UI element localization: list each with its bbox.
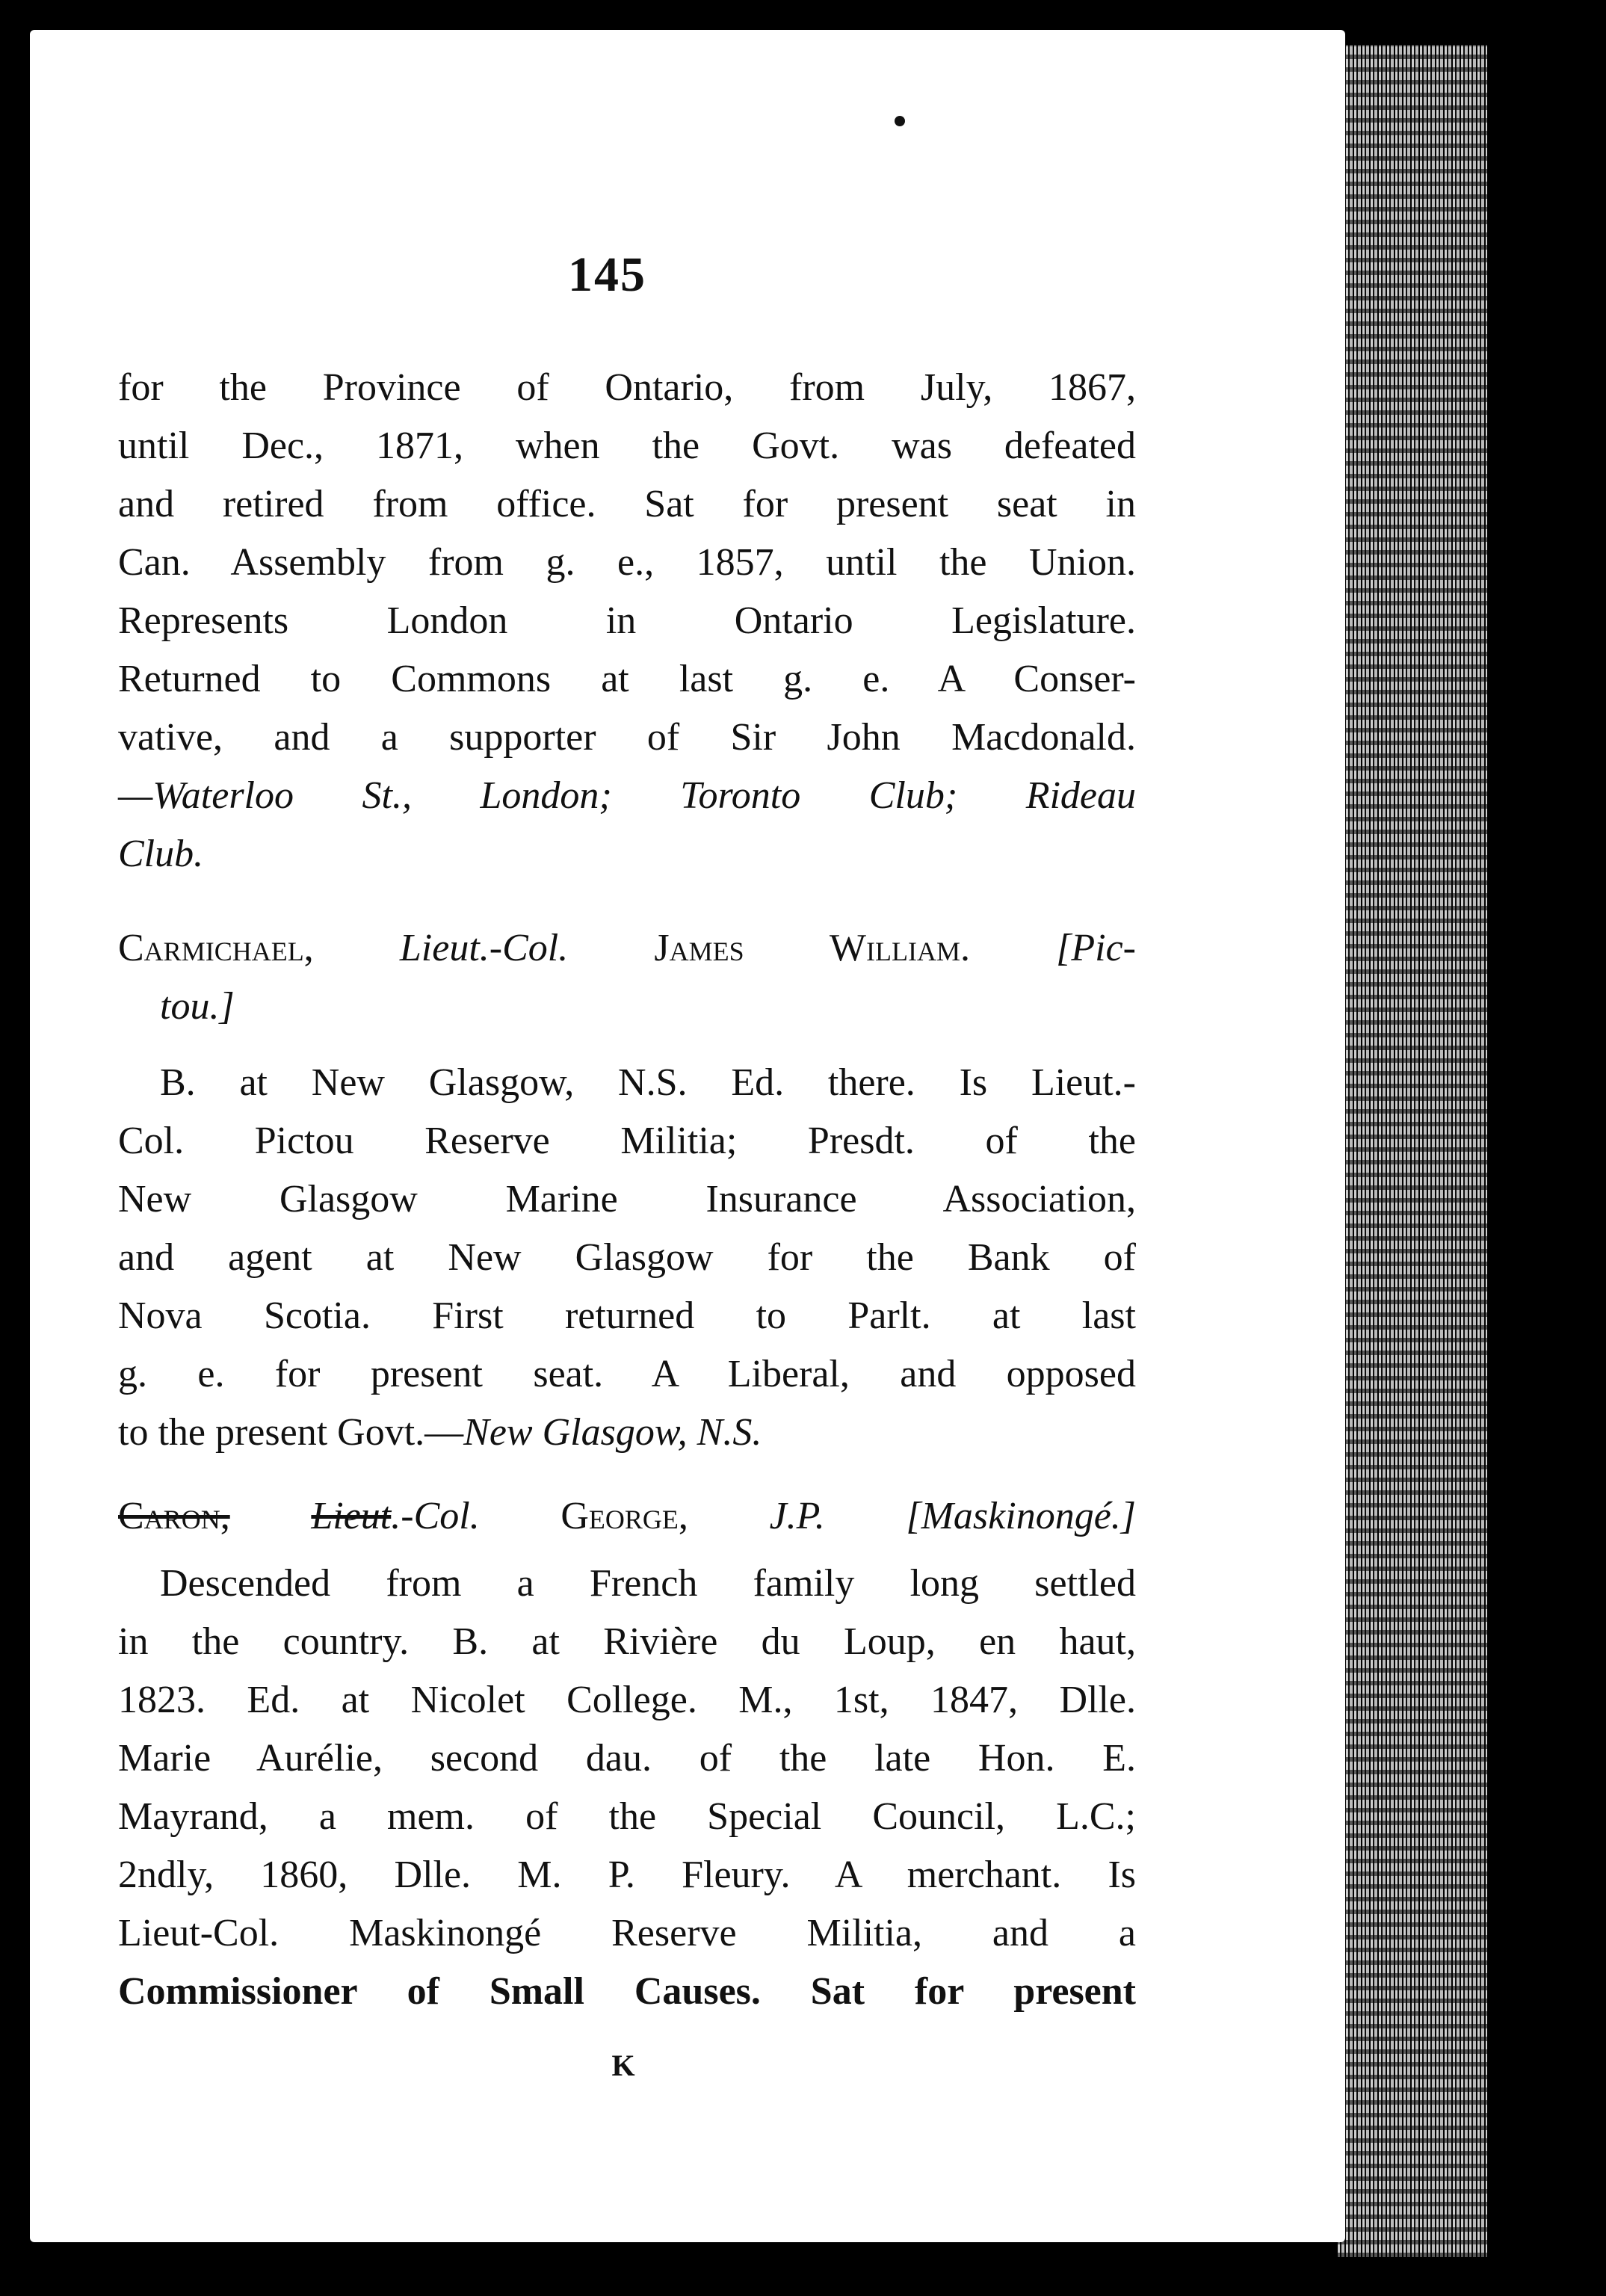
caron-biography [118,1555,1136,2021]
book-page [30,30,1345,2242]
heading-line [118,1487,1136,1546]
text-line: Lieut-Col. Maskinongé Reserve Militia, and a [118,1912,1136,1954]
address-dash: — [118,774,153,817]
address-sep: ; [599,774,681,817]
text-line: B. at New Glasgow, N.S. Ed. there. Is Lieut.- [160,1061,1136,1104]
address-sep: ; [944,774,1026,817]
given-names: George, [560,1495,688,1537]
text-line: 1823. Ed. at Nicolet College. M., 1st, 1847, Dlle. [118,1679,1136,1721]
surname: Carmichael, [118,927,314,969]
text-line: until Dec., 1871, when the Govt. was defeated [118,425,1136,467]
text-line: for the Province of Ontario, from July, 1867, [118,366,1136,409]
caron-heading [118,1487,1136,1546]
address-line [118,767,1136,825]
heading-line [118,919,1136,978]
text-line: New Glasgow Marine Insurance Association, [118,1178,1136,1220]
text-line: in the country. B. at Rivière du Loup, en haut, [118,1620,1136,1663]
text-line: Mayrand, a mem. of the Special Council, L.C.; [118,1795,1136,1838]
title: J.P. [769,1495,825,1537]
text-line: Commissioner of Small Causes. Sat for present [118,1970,1136,2013]
carmichael-heading [118,919,1136,1036]
entry-continuation [118,359,1136,883]
text-line: 2ndly, 1860, Dlle. M. P. Fleury. A merchant. Is [118,1854,1136,1896]
text-line: and agent at New Glasgow for the Bank of [118,1236,1136,1279]
constituency-end: tou.] [160,985,235,1028]
address-sep: , [401,774,481,817]
constituency: [Pic- [1056,927,1136,969]
text-line: Descended from a French family long settled [160,1562,1136,1605]
rank: Lieut.-Col. [399,927,569,969]
text-line: and retired from office. Sat for present seat in [118,483,1136,525]
ink-dot [895,116,905,126]
text-line: vative, and a supporter of Sir John Macdonald. [118,716,1136,759]
text-line: Returned to Commons at last g. e. A Conser- [118,658,1136,700]
given-names: James William. [654,927,970,969]
rank: .-Col. [391,1495,480,1537]
surname: Caron, [118,1495,230,1537]
address-line-end: Club. [118,833,204,875]
constituency: [Maskinongé.] [906,1495,1137,1537]
address-street: Waterloo St. [152,774,402,817]
text-line [118,1404,1136,1462]
signature-mark: K [611,2049,635,2082]
text-line: g. e. for present seat. A Liberal, and opposed [118,1353,1136,1395]
rank-struck: Lieut [311,1495,392,1537]
text-line: Col. Pictou Reserve Militia; Presdt. of the [118,1120,1136,1162]
page-fore-edge [1338,45,1487,2257]
address-club: Toronto Club [680,774,945,817]
text-line: Marie Aurélie, second dau. of the late Hon. E. [118,1737,1136,1780]
text-line: Represents London in Ontario Legislature. [118,599,1136,642]
carmichael-biography [118,1054,1136,1462]
text-line: Can. Assembly from g. e., 1857, until the Union. [118,541,1136,584]
page-number: 145 [568,247,646,302]
address-club-2: Rideau [1025,774,1137,817]
text-span: to the present Govt.— [118,1411,464,1454]
address: New Glasgow, N.S. [463,1411,762,1454]
address-city: London [480,774,599,817]
text-line: Nova Scotia. First returned to Parlt. at last [118,1294,1136,1337]
